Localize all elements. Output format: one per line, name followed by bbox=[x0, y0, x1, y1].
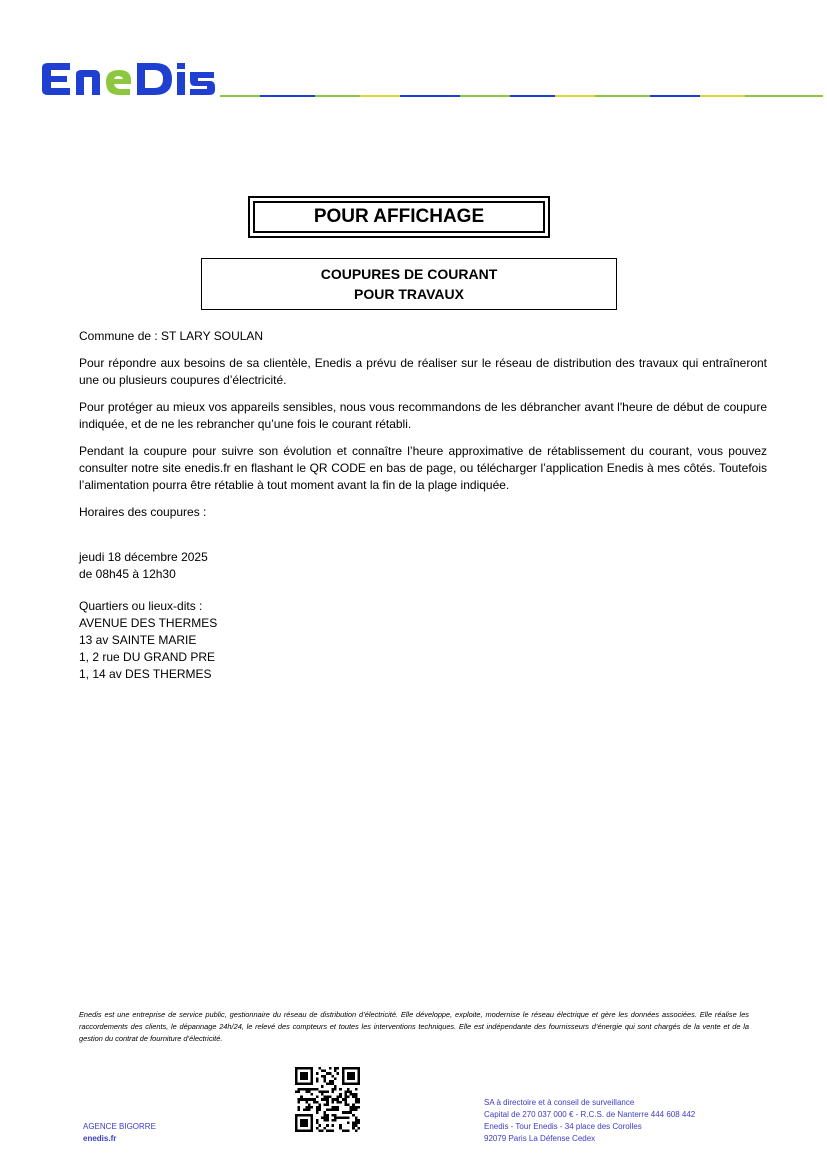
legal-notice: Enedis est une entreprise de service public, gestionnaire du réseau de distribution d’électricité. Elle développe, exploite, modernise le réseau électrique et gère les données associées. Elle réalise les raccordements des clients, le dépannage 24h/24, le relevé des compteurs et toutes les interventions techniques. Elle est indépendante des fournisseurs d’énergie qui sont chargés de la vente et de la gestion du contrat de fourniture d’électricité. bbox=[79, 1010, 749, 1043]
location-item: 1, 14 av DES THERMES bbox=[79, 667, 212, 681]
advice-paragraph: Pour protéger au mieux vos appareils sensibles, nous vous recommandons de les débrancher avant l'heure de début de coupure indiquée, et de ne les rebrancher qu’une fois le courant rétabli. bbox=[79, 400, 767, 431]
website-link[interactable]: enedis.fr bbox=[83, 1134, 117, 1143]
header-rule bbox=[220, 95, 823, 97]
commune-line: Commune de : ST LARY SOULAN bbox=[79, 329, 264, 343]
locations-label: Quartiers ou lieux-dits : bbox=[79, 599, 203, 613]
company-line: 92079 Paris La Défense Cedex bbox=[484, 1134, 596, 1143]
pour-affichage-box bbox=[248, 196, 550, 238]
intro-paragraph: Pour répondre aux besoins de sa clientèle, Enedis a prévu de réaliser sur le réseau de distribution des travaux qui entraîneront une ou plusieurs coupures d’électricité. bbox=[79, 356, 767, 387]
notice-body bbox=[79, 328, 767, 683]
company-line: Enedis - Tour Enedis - 34 place des Corolles bbox=[484, 1122, 642, 1131]
qr-code-icon[interactable] bbox=[295, 1067, 360, 1132]
outage-time-range: de 08h45 à 12h30 bbox=[79, 567, 176, 581]
location-item: 13 av SAINTE MARIE bbox=[79, 633, 197, 647]
pour-affichage-title: POUR AFFICHAGE bbox=[253, 201, 545, 233]
locations-list bbox=[79, 598, 767, 683]
info-paragraph: Pendant la coupure pour suivre son évolution et connaître l’heure approximative de rétablissement du courant, vous pouvez consulter notre site enedis.fr en flashant le QR CODE en bas de page, ou télécharger l’application Enedis à mes côtés. Toutefois l’alimentation pourra être rétablie à tout moment avant la fin de la plage indiquée. bbox=[79, 444, 767, 492]
location-item: AVENUE DES THERMES bbox=[79, 616, 218, 630]
notice-title-line1: COUPURES DE COURANT bbox=[320, 266, 498, 282]
agence-name: AGENCE BIGORRE bbox=[83, 1122, 156, 1131]
outage-date: jeudi 18 décembre 2025 bbox=[79, 550, 208, 564]
notice-title-line2: POUR TRAVAUX bbox=[354, 286, 464, 302]
company-info bbox=[484, 1097, 695, 1145]
horaires-label: Horaires des coupures : bbox=[79, 505, 207, 519]
agence-block bbox=[83, 1121, 156, 1145]
company-line: SA à directoire et à conseil de surveillance bbox=[484, 1098, 635, 1107]
schedule bbox=[79, 549, 767, 583]
company-line: Capital de 270 037 000 € - R.C.S. de Nanterre 444 608 442 bbox=[484, 1110, 696, 1119]
location-item: 1, 2 rue DU GRAND PRE bbox=[79, 650, 216, 664]
enedis-logo bbox=[40, 60, 216, 98]
notice-title-box bbox=[201, 258, 617, 310]
